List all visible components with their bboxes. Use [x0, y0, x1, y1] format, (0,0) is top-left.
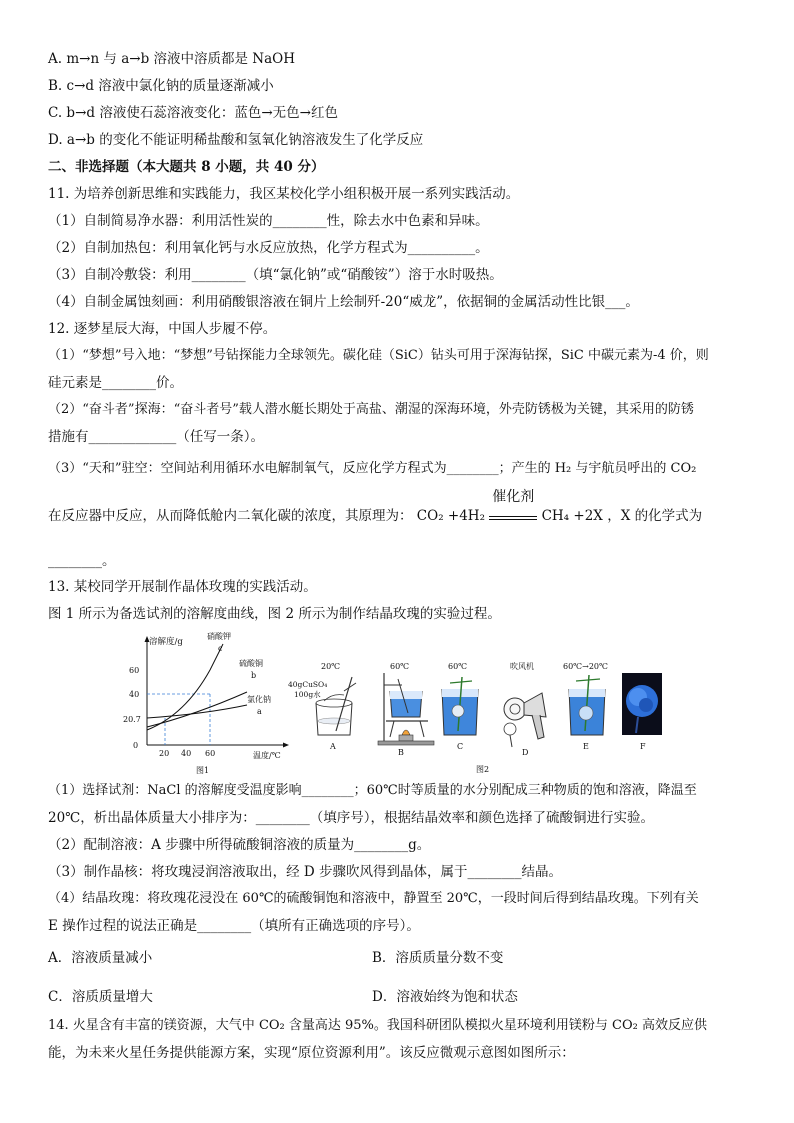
q12-item-2a: （2）“奋斗者”探海：“奋斗者号”载人潜水艇长期处于高盐、潮湿的深海环境，外壳防锈极为关键，其采用的防锈 — [48, 402, 694, 417]
label-kno3: 硝酸钾 — [207, 632, 231, 641]
label-60-to-20: 60℃→20℃ — [563, 662, 608, 671]
step-e-label: E — [583, 742, 589, 751]
q13-item-4b: E 操作过程的说法正确是________（填所有正确选项的序号）。 — [48, 918, 420, 934]
q11-stem: 11. 为培养创新思维和实践能力，我区某校化学小组积极开展一系列实践活动。 — [48, 186, 520, 202]
q13-option-c: C．溶质质量增大 — [48, 989, 153, 1005]
q11-item-3: （3）自制冷敷袋：利用________（填“氯化钠”或“硝酸铵”）溶于水时吸热。 — [48, 267, 503, 283]
label-c: c — [218, 644, 223, 653]
q13-item-4a: （4）结晶玫瑰：将玫瑰花浸没在 60℃的硫酸铜饱和溶液中，静置至 20℃，一段时间后得到结晶玫瑰。下列有关 — [48, 891, 699, 906]
label-60c-b: 60℃ — [390, 662, 410, 671]
equation-left: CO₂ +4H₂ — [416, 508, 485, 524]
step-f-label: F — [640, 742, 646, 751]
xtick-40: 40 — [181, 749, 192, 758]
label-blower: 吹风机 — [510, 662, 534, 671]
q13-stem: 13. 某校同学开展制作晶体玫瑰的实践活动。 — [48, 579, 317, 595]
step-c-label: C — [457, 742, 464, 751]
step-e-beaker — [569, 675, 605, 735]
label-b: b — [251, 671, 257, 680]
option-c: C. b→d 溶液使石蕊溶液变化：蓝色→无色→红色 — [48, 105, 338, 121]
q13-option-a: A．溶液质量减小 — [48, 950, 153, 966]
q12-item-3c: ________。 — [48, 553, 116, 569]
q12-item-2b: 措施有_____________（任写一条）。 — [48, 429, 264, 445]
step-f-crystal-rose — [622, 673, 662, 735]
q12-item-3b-post: ，X 的化学式为 — [607, 508, 703, 524]
label-100g-water: 100g水 — [294, 690, 321, 699]
label-40g-cuso4: 40gCuSO₄ — [288, 680, 328, 689]
q11-item-1: （1）自制简易净水器：利用活性炭的________性，除去水中色素和异味。 — [48, 213, 489, 229]
q11-item-2: （2）自制加热包：利用氧化钙与水反应放热，化学方程式为__________。 — [48, 240, 489, 256]
q13-option-b: B．溶质质量分数不变 — [372, 950, 504, 966]
ytick-20-7: 20.7 — [123, 715, 141, 724]
label-nacl: 氯化钠 — [247, 695, 271, 704]
fig2-caption: 图2 — [476, 765, 490, 774]
q12-stem: 12. 逐梦星辰大海，中国人步履不停。 — [48, 321, 277, 337]
equals-sign — [489, 516, 537, 520]
q14-line-2: 能，为未来火星任务提供能源方案，实现“原位资源利用”。该反应微观示意图如图所示： — [48, 1045, 575, 1061]
q12-item-3a: （3）“天和”驻空：空间站利用循环水电解制氧气，反应化学方程式为________；产生的 H₂ 与宇航员呼出的 CO₂ — [48, 461, 697, 476]
option-b: B. c→d 溶液中氯化钠的质量逐渐减小 — [48, 78, 274, 94]
x-axis-label: 温度/℃ — [253, 751, 281, 760]
experiment-figure — [286, 655, 676, 777]
catalyst-label: 催化剂 — [492, 489, 535, 505]
q12-item-3b — [48, 489, 703, 525]
section-title: 二、非选择题（本大题共 8 小题，共 40 分） — [48, 159, 325, 175]
ytick-60: 60 — [129, 666, 140, 675]
equation-right: CH₄ +2X — [541, 508, 603, 524]
q12-item-1a: （1）“梦想”号入地：“梦想”号钻探能力全球领先。碳化硅（SiC）钻头可用于深海钻探，SiC 中碳元素为-4 价，则 — [48, 348, 709, 363]
label-20c: 20℃ — [321, 662, 341, 671]
fig1-caption: 图1 — [196, 766, 210, 775]
step-c-beaker — [442, 677, 478, 735]
y-axis-label: 溶解度/g — [149, 637, 183, 647]
q13-item-1a: （1）选择试剂：NaCl 的溶解度受温度影响________；60℃时等质量的水分别配成三种物质的饱和溶液，降温至 — [48, 783, 697, 798]
ytick-40: 40 — [129, 690, 140, 699]
label-60c-c: 60℃ — [448, 662, 468, 671]
label-a: a — [257, 707, 262, 716]
q13-item-3: （3）制作晶核：将玫瑰浸润溶液取出，经 D 步骤吹风得到晶体，属于________结晶。 — [48, 864, 562, 880]
q11-item-4: （4）自制金属蚀刻画：利用硝酸银溶液在铜片上绘制歼-20“威龙”，依据铜的金属活动性比银___。 — [48, 294, 639, 310]
q13-item-2: （2）配制溶液：A 步骤中所得硫酸铜溶液的质量为________g。 — [48, 837, 431, 853]
step-a-label: A — [330, 742, 336, 751]
label-cuso4: 硫酸铜 — [239, 659, 263, 668]
step-d-label: D — [522, 748, 529, 757]
option-d: D. a→b 的变化不能证明稀盐酸和氢氧化钠溶液发生了化学反应 — [48, 132, 424, 148]
q13-item-1b: 20℃，析出晶体质量大小排序为：________（填序号），根据结晶效率和颜色选择了硫酸铜进行实验。 — [48, 810, 655, 826]
q14-line-1: 14. 火星含有丰富的镁资源，大气中 CO₂ 含量高达 95%。我国科研团队模拟火星环境利用镁粉与 CO₂ 高效反应供 — [48, 1018, 707, 1033]
solubility-chart — [115, 630, 290, 780]
step-b-label: B — [398, 748, 404, 757]
curve-cuso4 — [147, 692, 247, 727]
xtick-20: 20 — [159, 749, 170, 758]
q12-item-1b: 硅元素是________价。 — [48, 375, 183, 391]
q12-item-3b-pre: 在反应器中反应，从而降低舱内二氧化碳的浓度，其原理为： — [48, 508, 413, 524]
step-d-blower — [504, 693, 546, 747]
ytick-0: 0 — [133, 741, 139, 750]
q13-intro: 图 1 所示为备选试剂的溶解度曲线，图 2 所示为制作结晶玫瑰的实验过程。 — [48, 606, 501, 622]
catalyst-arrow — [489, 489, 537, 520]
option-a: A. m→n 与 a→b 溶液中溶质都是 NaOH — [48, 51, 296, 67]
q13-option-d: D．溶液始终为饱和状态 — [372, 989, 518, 1005]
step-b-heating — [378, 673, 434, 745]
xtick-60: 60 — [205, 749, 216, 758]
